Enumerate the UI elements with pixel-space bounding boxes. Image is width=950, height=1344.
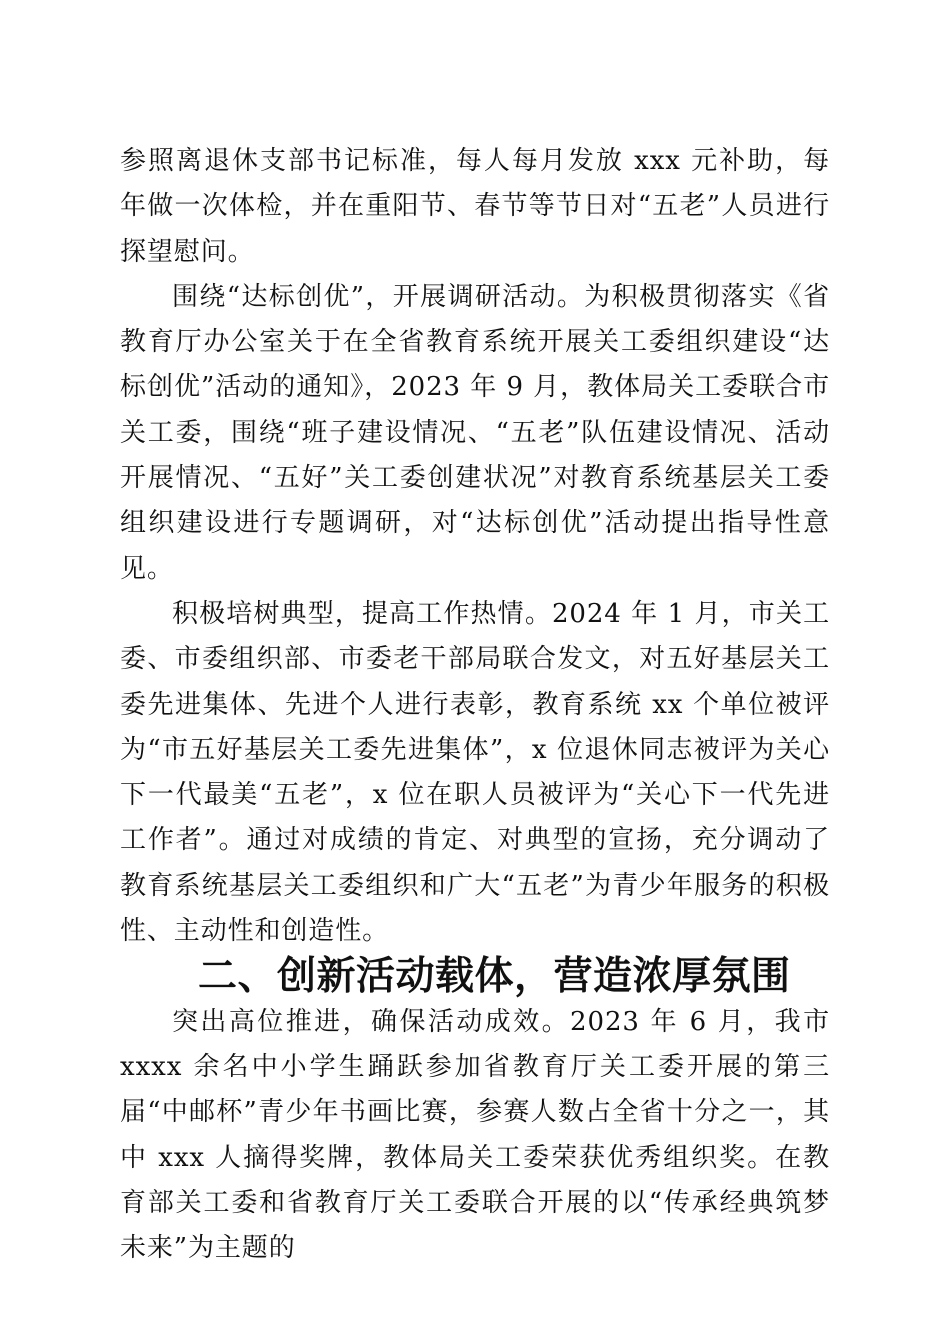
section-heading: 二、创新活动载体，营造浓厚氛围	[198, 954, 791, 1000]
paragraph-continuation: 参照离退休支部书记标准，每人每月发放 xxx 元补助，每年做一次体检，并在重阳节、春节等节日对“五老”人员进行探望慰问。	[120, 146, 830, 267]
document-body	[120, 139, 830, 1271]
paragraph-activity-results: 突出高位推进，确保活动成效。2023 年 6 月，我市 xxxx 余名中小学生踊跃参加省教育厅关工委开展的第三届“中邮杯”青少年书画比赛，参赛人数占全省十分之一，其中 xxx 人摘得奖牌，教体局关工委荣获优秀组织奖。在教育部关工委和省教育厅关工委联合开展的以“传承经典筑梦未来”为主题的	[120, 1006, 830, 1264]
paragraph-typical-models: 积极培树典型，提高工作热情。2024 年 1 月，市关工委、市委组织部、市委老干部局联合发文，对五好基层关工委先进集体、先进个人进行表彰，教育系统 xx 个单位被评为“市五好基层关工委先进集体”，x 位退休同志被评为关心下一代最美“五老”，x 位在职人员被评为“关心下一代先进工作者”。通过对成绩的肯定、对典型的宣扬，充分调动了教育系统基层关工委组织和广大“五老”为青少年服务的积极性、主动性和创造性。	[120, 598, 830, 947]
paragraph-research-activity: 围绕“达标创优”，开展调研活动。为积极贯彻落实《省教育厅办公室关于在全省教育系统开展关工委组织建设“达标创优”活动的通知》，2023 年 9 月，教体局关工委联合市关工委，围绕“班子建设情况、“五老”队伍建设情况、活动开展情况、“五好”关工委创建状况”对教育系统基层关工委组织建设进行专题调研，对“达标创优”活动提出指导性意见。	[120, 281, 830, 584]
